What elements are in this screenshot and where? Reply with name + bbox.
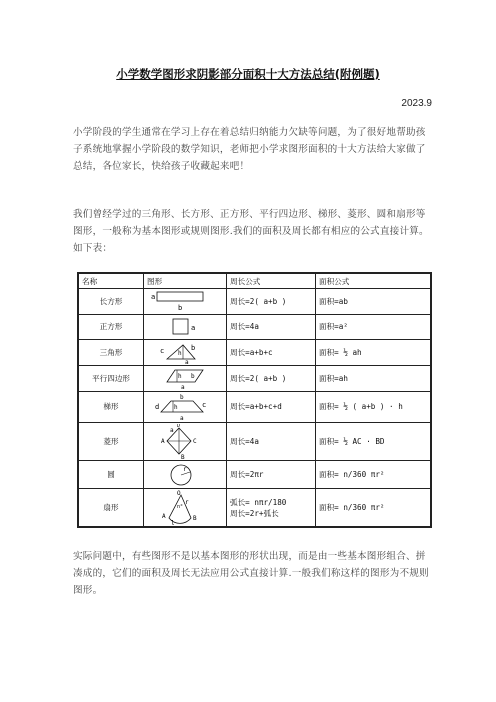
svg-text:a: a bbox=[191, 323, 196, 332]
svg-text:A: A bbox=[162, 512, 166, 520]
table-row bbox=[78, 314, 431, 340]
table-row bbox=[78, 461, 431, 489]
formula-table bbox=[77, 272, 432, 528]
header-perimeter: 周长公式 bbox=[227, 273, 316, 289]
table-row bbox=[78, 423, 431, 461]
svg-text:B: B bbox=[193, 514, 197, 522]
svg-text:a: a bbox=[180, 414, 184, 422]
row-area: 面积= n/360 πr² bbox=[316, 489, 432, 528]
header-name: 名称 bbox=[78, 273, 144, 289]
row-name: 圆 bbox=[78, 461, 144, 489]
row-name: 三角形 bbox=[78, 340, 144, 366]
rhombus-figure bbox=[144, 423, 227, 461]
arc-length-formula: 弧长= nπr/180 bbox=[230, 497, 287, 507]
svg-text:B: B bbox=[181, 453, 185, 460]
table-row bbox=[78, 489, 431, 528]
svg-text:b: b bbox=[178, 304, 183, 313]
parallelogram-figure bbox=[144, 365, 227, 391]
svg-text:h: h bbox=[174, 403, 178, 411]
row-perimeter: 周长=2πr bbox=[227, 461, 316, 489]
circle-figure bbox=[144, 461, 227, 489]
row-perimeter: 周长=4a bbox=[227, 423, 316, 461]
row-name: 梯形 bbox=[78, 391, 144, 423]
svg-text:d: d bbox=[155, 402, 160, 411]
row-name: 菱形 bbox=[78, 423, 144, 461]
svg-text:D: D bbox=[177, 423, 181, 429]
header-figure: 图形 bbox=[144, 273, 227, 289]
svg-text:n°: n° bbox=[177, 503, 184, 510]
triangle-figure bbox=[144, 340, 227, 366]
row-perimeter: 周长=a+b+c bbox=[227, 340, 316, 366]
svg-text:b: b bbox=[191, 373, 195, 381]
svg-text:O: O bbox=[177, 489, 181, 497]
table-header-row bbox=[78, 273, 431, 289]
row-perimeter: 周长=2( a+b ) bbox=[227, 365, 316, 391]
svg-text:b: b bbox=[180, 393, 184, 401]
svg-text:a: a bbox=[151, 293, 156, 302]
row-area: 面积= n/360 πr² bbox=[316, 461, 432, 489]
row-area: 面积=ah bbox=[316, 365, 432, 391]
svg-text:h: h bbox=[178, 349, 182, 357]
sector-figure bbox=[144, 489, 227, 528]
svg-text:a: a bbox=[170, 426, 174, 434]
svg-text:C: C bbox=[193, 437, 197, 445]
row-perimeter: 周长=2( a+b ) bbox=[227, 289, 316, 315]
sector-perimeter-formula: 周长=2r+弧长 bbox=[230, 508, 279, 518]
svg-text:b: b bbox=[191, 343, 196, 352]
svg-text:h: h bbox=[178, 373, 182, 381]
row-perimeter bbox=[227, 489, 316, 528]
svg-text:a: a bbox=[185, 358, 189, 365]
row-name: 正方形 bbox=[78, 314, 144, 340]
svg-text:a: a bbox=[181, 384, 185, 391]
table-row bbox=[78, 391, 431, 423]
table-row bbox=[78, 289, 431, 315]
square-figure bbox=[144, 314, 227, 340]
document-title: 小学数学图形求阴影部分面积十大方法总结(附例题) bbox=[116, 67, 380, 81]
row-area: 面积= ½ ( a+b ) · h bbox=[316, 391, 432, 423]
document-date: 2023.9 bbox=[401, 98, 432, 109]
svg-text:r: r bbox=[183, 465, 187, 473]
irregular-paragraph: 实际问题中，有些图形不是以基本图形的形状出现，而是由一些基本图形组合、拼凑成的，它们的面积及周长无法应用公式直接计算.一般我们称这样的图形为不规则图形。 bbox=[73, 551, 429, 596]
row-area: 面积= ½ ah bbox=[316, 340, 432, 366]
row-area: 面积= ½ AC · BD bbox=[316, 423, 432, 461]
table-row bbox=[78, 340, 431, 366]
row-perimeter: 周长=4a bbox=[227, 314, 316, 340]
svg-text:l: l bbox=[171, 519, 175, 526]
row-name: 平行四边形 bbox=[78, 365, 144, 391]
rectangle-figure bbox=[144, 289, 227, 315]
svg-text:c: c bbox=[202, 400, 207, 409]
row-area: 面积=a² bbox=[316, 314, 432, 340]
row-perimeter: 周长=a+b+c+d bbox=[227, 391, 316, 423]
row-area: 面积=ab bbox=[316, 289, 432, 315]
trapezoid-figure bbox=[144, 391, 227, 423]
header-area: 面积公式 bbox=[316, 273, 432, 289]
svg-text:c: c bbox=[160, 346, 165, 355]
row-name: 扇形 bbox=[78, 489, 144, 528]
intro-paragraph: 小学阶段的学生通常在学习上存在着总结归纳能力欠缺等问题，为了很好地帮助孩子系统地掌握小学阶段的数学知识，老师把小学求图形面积的十大方法给大家做了总结，各位家长，快给孩子收藏起来吧！ bbox=[73, 127, 426, 172]
row-name: 长方形 bbox=[78, 289, 144, 315]
svg-text:A: A bbox=[161, 437, 165, 445]
table-row bbox=[78, 365, 431, 391]
shapes-paragraph: 我们曾经学过的三角形、长方形、正方形、平行四边形、梯形、菱形、圆和扇形等图形，一般称为基本图形或规则图形.我们的面积及周长都有相应的公式直接计算。如下表： bbox=[73, 209, 429, 254]
svg-text:r: r bbox=[185, 498, 189, 506]
